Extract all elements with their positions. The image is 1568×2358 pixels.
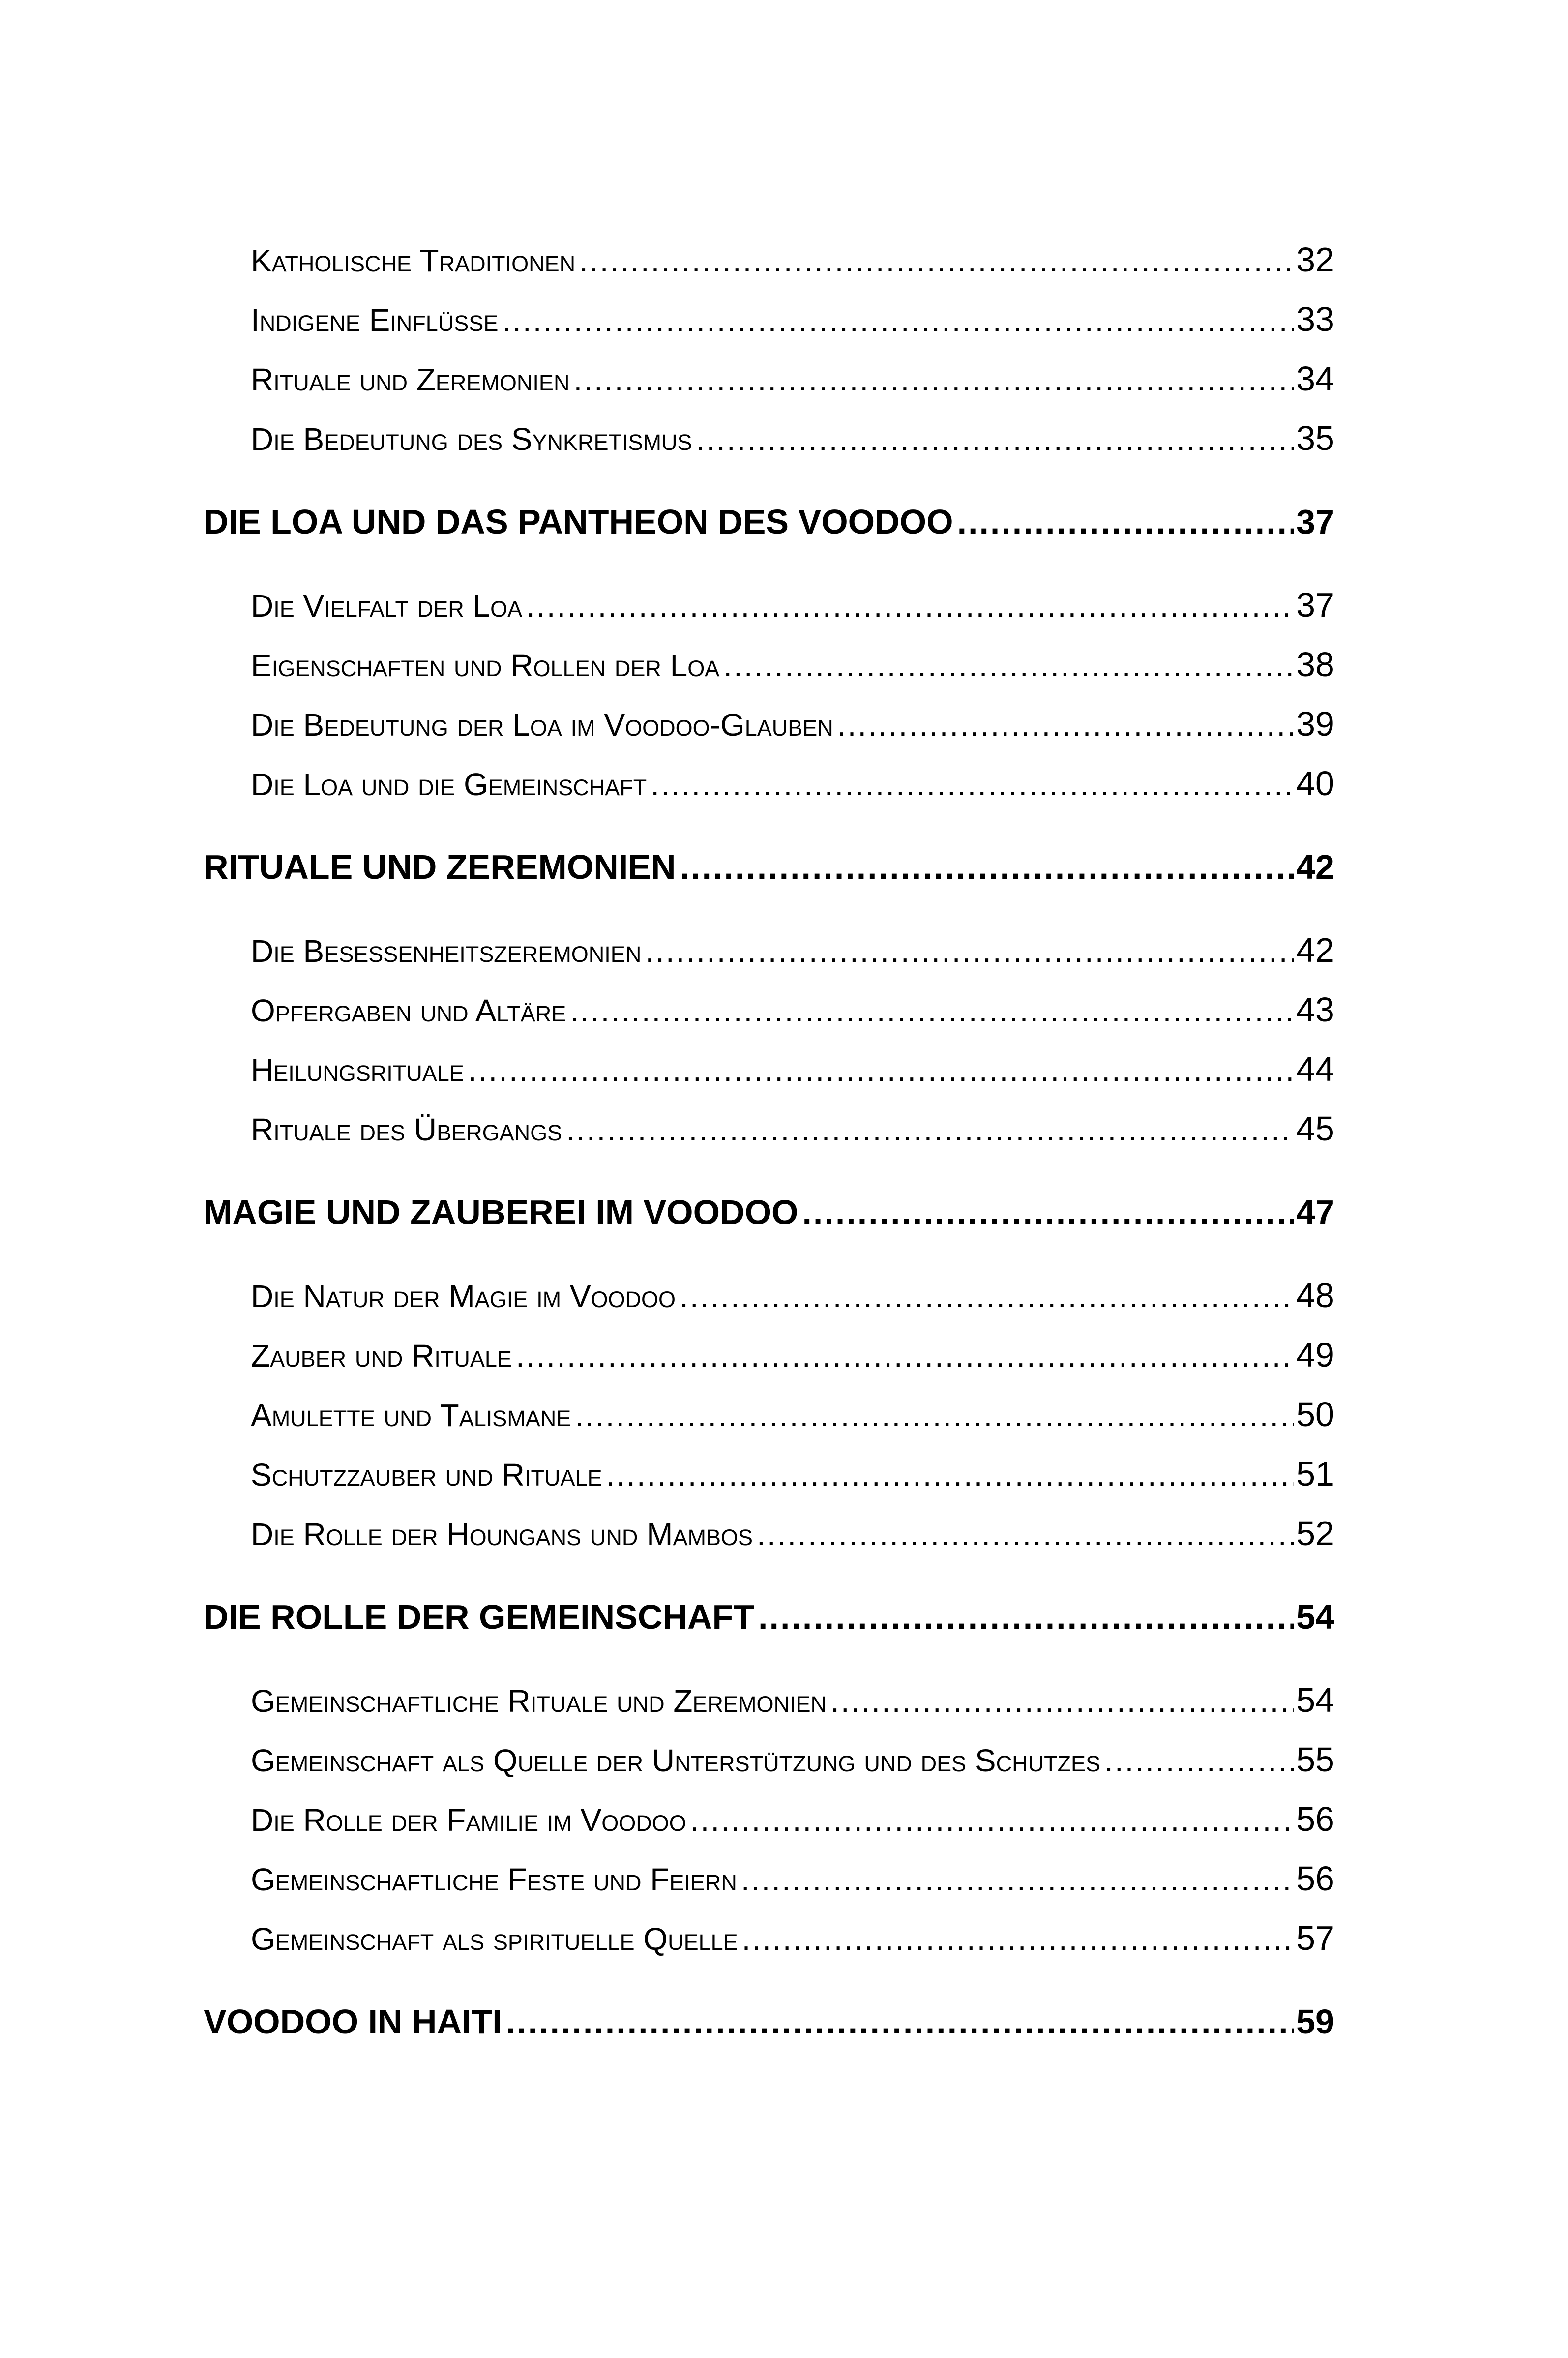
dot-leader bbox=[741, 1850, 1294, 1910]
toc-entry-title: Zauber und Rituale bbox=[251, 1338, 512, 1373]
dot-leader bbox=[680, 837, 1295, 897]
toc-entry[interactable] bbox=[251, 1849, 1334, 1909]
toc-chapter-page: 47 bbox=[1296, 1193, 1334, 1231]
toc-entry-page: 40 bbox=[1296, 764, 1334, 803]
toc-entry[interactable] bbox=[251, 1730, 1334, 1790]
toc-entry[interactable] bbox=[251, 635, 1334, 694]
toc-entry[interactable] bbox=[251, 575, 1334, 635]
toc-entry-page: 56 bbox=[1296, 1859, 1334, 1898]
toc-entry[interactable] bbox=[251, 1444, 1334, 1504]
toc-chapter-page: 59 bbox=[1296, 2002, 1334, 2041]
toc-entry-title: Die Rolle der Houngans und Mambos bbox=[251, 1517, 753, 1552]
dot-leader bbox=[723, 636, 1294, 695]
toc-entry[interactable] bbox=[251, 1099, 1334, 1159]
dot-leader bbox=[570, 981, 1294, 1041]
toc-entry-page: 42 bbox=[1296, 931, 1334, 969]
toc-chapter-page: 37 bbox=[1296, 503, 1334, 541]
toc-chapter-title: DIE LOA UND DAS PANTHEON DES VOODOO bbox=[204, 503, 953, 541]
dot-leader bbox=[680, 1267, 1294, 1326]
toc-entry-page: 37 bbox=[1296, 586, 1334, 624]
toc-chapter[interactable] bbox=[204, 1587, 1334, 1647]
toc-entry-title: Heilungsrituale bbox=[251, 1052, 464, 1088]
toc-entry[interactable] bbox=[251, 980, 1334, 1040]
toc-entry-title: Opfergaben und Altäre bbox=[251, 993, 566, 1028]
toc-entry[interactable] bbox=[251, 754, 1334, 813]
toc-entry[interactable] bbox=[251, 1790, 1334, 1849]
toc-chapter-page: 54 bbox=[1296, 1598, 1334, 1636]
dot-leader bbox=[837, 695, 1294, 755]
toc-entry-page: 48 bbox=[1296, 1276, 1334, 1314]
toc-entry-title: Gemeinschaftliche Rituale und Zeremonien bbox=[251, 1683, 827, 1719]
toc-entry-page: 35 bbox=[1296, 419, 1334, 457]
toc-entry-title: Die Bedeutung des Synkretismus bbox=[251, 421, 692, 457]
dot-leader bbox=[645, 922, 1294, 981]
toc-chapter[interactable] bbox=[204, 1992, 1334, 2052]
toc-entry-page: 52 bbox=[1296, 1514, 1334, 1552]
toc-chapter-title: VOODOO IN HAITI bbox=[204, 2002, 502, 2041]
toc-chapter-title: MAGIE UND ZAUBEREI IM VOODOO bbox=[204, 1193, 799, 1231]
toc-entry-page: 56 bbox=[1296, 1800, 1334, 1838]
toc-entry-page: 39 bbox=[1296, 705, 1334, 743]
toc-entry-title: Die Bedeutung der Loa im Voodoo-Glauben bbox=[251, 707, 833, 743]
toc-entry-page: 45 bbox=[1296, 1109, 1334, 1148]
toc-entry-title: Rituale und Zeremonien bbox=[251, 362, 570, 397]
toc-entry[interactable] bbox=[251, 1325, 1334, 1385]
toc-entry-page: 38 bbox=[1296, 645, 1334, 684]
toc-entry-title: Die Natur der Magie im Voodoo bbox=[251, 1279, 676, 1314]
toc-entry-title: Rituale des Übergangs bbox=[251, 1112, 562, 1147]
dot-leader bbox=[757, 1505, 1294, 1564]
dot-leader bbox=[696, 410, 1295, 469]
toc-entry-title: Gemeinschaft als Quelle der Unterstützung und des Schutzes bbox=[251, 1743, 1101, 1778]
toc-entry-page: 33 bbox=[1296, 300, 1334, 338]
toc-chapter-title: RITUALE UND ZEREMONIEN bbox=[204, 848, 676, 886]
toc-entry-title: Die Besessenheitszeremonien bbox=[251, 933, 642, 969]
toc-entry-title: Eigenschaften und Rollen der Loa bbox=[251, 648, 720, 683]
toc-entry[interactable] bbox=[251, 921, 1334, 980]
toc-entry[interactable] bbox=[251, 349, 1334, 409]
dot-leader bbox=[606, 1445, 1295, 1505]
toc-entry[interactable] bbox=[251, 1504, 1334, 1563]
toc-entry[interactable] bbox=[251, 230, 1334, 290]
dot-leader bbox=[575, 1386, 1294, 1445]
dot-leader bbox=[1104, 1731, 1294, 1791]
dot-leader bbox=[468, 1041, 1294, 1100]
toc-chapter[interactable] bbox=[204, 492, 1334, 552]
toc-entry[interactable] bbox=[251, 1040, 1334, 1099]
toc-entry[interactable] bbox=[251, 1385, 1334, 1444]
dot-leader bbox=[573, 350, 1294, 410]
toc-entry-page: 50 bbox=[1296, 1395, 1334, 1433]
toc-entry-title: Die Vielfalt der Loa bbox=[251, 588, 523, 624]
toc-entry[interactable] bbox=[251, 290, 1334, 349]
toc-entry-page: 44 bbox=[1296, 1050, 1334, 1088]
dot-leader bbox=[566, 1100, 1294, 1160]
toc-chapter-title: DIE ROLLE DER GEMEINSCHAFT bbox=[204, 1598, 755, 1636]
toc-entry-title: Gemeinschaft als spirituelle Quelle bbox=[251, 1921, 738, 1957]
toc-entry[interactable] bbox=[251, 694, 1334, 754]
toc-chapter[interactable] bbox=[204, 837, 1334, 897]
toc-chapter-page: 42 bbox=[1296, 848, 1334, 886]
toc-entry[interactable] bbox=[251, 1671, 1334, 1730]
dot-leader bbox=[651, 755, 1294, 814]
dot-leader bbox=[802, 1182, 1294, 1242]
toc-entry[interactable] bbox=[251, 409, 1334, 468]
table-of-contents bbox=[204, 230, 1334, 2075]
dot-leader bbox=[758, 1587, 1294, 1647]
dot-leader bbox=[526, 576, 1294, 636]
toc-entry-title: Die Rolle der Familie im Voodoo bbox=[251, 1802, 686, 1838]
toc-entry-title: Gemeinschaftliche Feste und Feiern bbox=[251, 1862, 737, 1897]
dot-leader bbox=[830, 1671, 1294, 1731]
toc-entry-page: 32 bbox=[1296, 240, 1334, 279]
dot-leader bbox=[690, 1791, 1294, 1850]
toc-entry-title: Die Loa und die Gemeinschaft bbox=[251, 767, 647, 802]
toc-entry-page: 55 bbox=[1296, 1740, 1334, 1779]
toc-entry-page: 34 bbox=[1296, 359, 1334, 398]
toc-entry-page: 43 bbox=[1296, 990, 1334, 1029]
dot-leader bbox=[516, 1326, 1294, 1386]
toc-entry-title: Amulette und Talismane bbox=[251, 1398, 571, 1433]
dot-leader bbox=[742, 1910, 1294, 1969]
toc-entry-page: 54 bbox=[1296, 1681, 1334, 1719]
dot-leader bbox=[506, 1992, 1294, 2052]
toc-entry-title: Schutzzauber und Rituale bbox=[251, 1457, 602, 1492]
toc-entry-page: 51 bbox=[1296, 1455, 1334, 1493]
toc-entry[interactable] bbox=[251, 1266, 1334, 1325]
toc-entry-title: Indigene Einflüsse bbox=[251, 302, 499, 338]
dot-leader bbox=[502, 291, 1294, 350]
toc-entry[interactable] bbox=[251, 1909, 1334, 1968]
toc-entry-page: 57 bbox=[1296, 1919, 1334, 1957]
dot-leader bbox=[957, 492, 1295, 552]
dot-leader bbox=[579, 231, 1294, 291]
toc-entry-page: 49 bbox=[1296, 1336, 1334, 1374]
toc-entry-title: Katholische Traditionen bbox=[251, 243, 576, 278]
toc-chapter[interactable] bbox=[204, 1182, 1334, 1242]
